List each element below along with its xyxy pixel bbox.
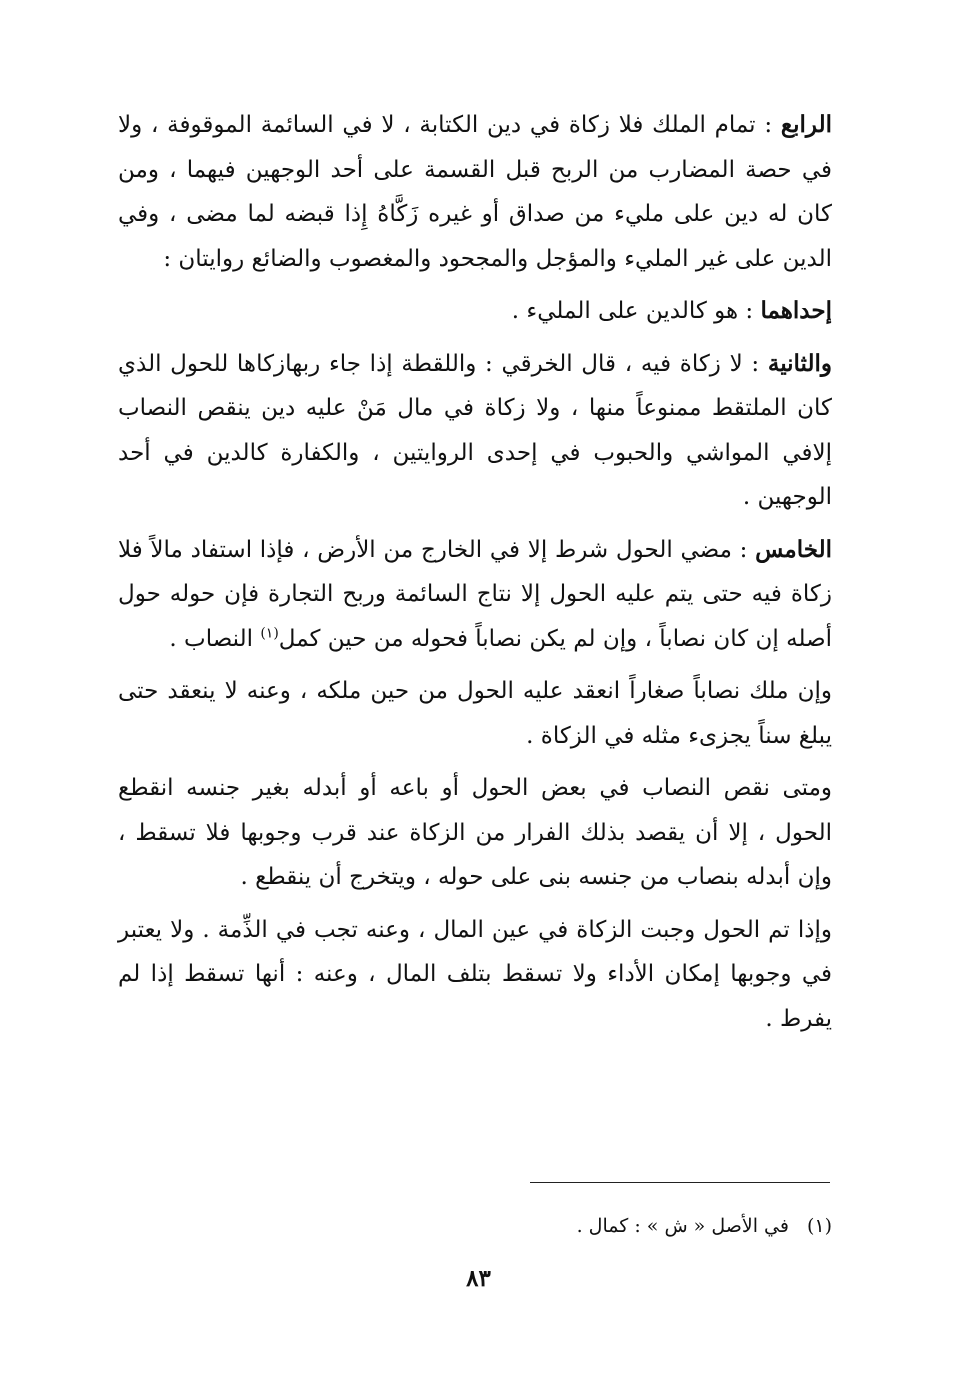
paragraph-label: الخامس	[755, 535, 832, 563]
paragraph-khamis	[118, 528, 832, 662]
footnote-divider	[530, 1182, 830, 1183]
footnote-number: (١)	[806, 1215, 832, 1237]
paragraph-rabi	[118, 103, 832, 281]
body-text	[118, 103, 832, 1049]
paragraph-label: إحداهما	[760, 297, 832, 324]
paragraph-text: وإن ملك نصاباً صغاراً انعقد عليه الحول من حين ملكه ، وعنه لا ينعقد حتى يبلغ سناً يجزىء مثله في الزكاة .	[118, 678, 832, 749]
paragraph-text: : هو كالدين على المليء .	[511, 298, 761, 324]
paragraph-label: والثانية	[767, 349, 832, 377]
paragraph-tail-text: النصاب .	[169, 625, 261, 652]
footnote-text: في الأصل « ش » : كمال .	[576, 1215, 789, 1237]
paragraph-text: : مضي الحول شرط إلا في الخارج من الأرض ، فإذا استفاد مالاً فلا زكاة فيه حتى يتم عليه الحول إلا نتاج السائمة وربح التجارة فإن حوله حول أصله إن كان نصاباً ، وإن لم يكن نصاباً فحوله من حين كمل	[118, 536, 832, 652]
paragraph-nisab-sighar	[118, 669, 832, 758]
footnote-reference: (١)	[260, 624, 279, 641]
paragraph-naqs-nisab	[118, 766, 832, 900]
paragraph-label: الرابع	[780, 111, 832, 138]
paragraph-text: ومتى نقص النصاب في بعض الحول أو باعه أو أبدله بغير جنسه انقطع الحول ، إلا أن يقصد بذلك الفرار من الزكاة عند قرب وجوبها فلا تسقط ، وإن أبدله بنصاب من جنسه بنى على حوله ، ويتخرج أن ينقطع .	[118, 775, 832, 890]
paragraph-tamam-hawl	[118, 908, 832, 1042]
paragraph-thaniya	[118, 342, 832, 520]
paragraph-text: وإذا تم الحول وجبت الزكاة في عين المال ، وعنه تجب في الذِّمة . ولا يعتبر في وجوبها إمكان الأداء ولا تسقط بتلف المال ، وعنه : أنها تسقط إذا لم يفرط .	[118, 916, 832, 1032]
paragraph-ihdahuma	[118, 289, 832, 334]
footnote	[300, 1215, 832, 1237]
paragraph-text: : لا زكاة فيه ، قال الخرقي : واللقطة إذا جاء ربهازكاها للحول الذي كان الملتقط ممنوعاً منها ، ولا زكاة في مال مَنْ عليه دين ينقص النصاب إلافي المواشي والحبوب في إحدى الروايتين ، والكفارة كالدين في أحد الوجهين .	[118, 350, 832, 510]
paragraph-text: : تمام الملك فلا زكاة في دين الكتابة ، لا في السائمة الموقوفة ، ولا في حصة المضارب من الربح قبل القسمة على أحد الوجهين فيهما ، ومن كان له دين على مليء من صداق أو غيره زَكَّاهُ إِذا قبضه لما مضى ، وفي الدين على غير المليء والمؤجل والمجحود والمغصوب والضائع روايتان :	[118, 112, 832, 272]
page-number: ٨٣	[466, 1265, 491, 1292]
